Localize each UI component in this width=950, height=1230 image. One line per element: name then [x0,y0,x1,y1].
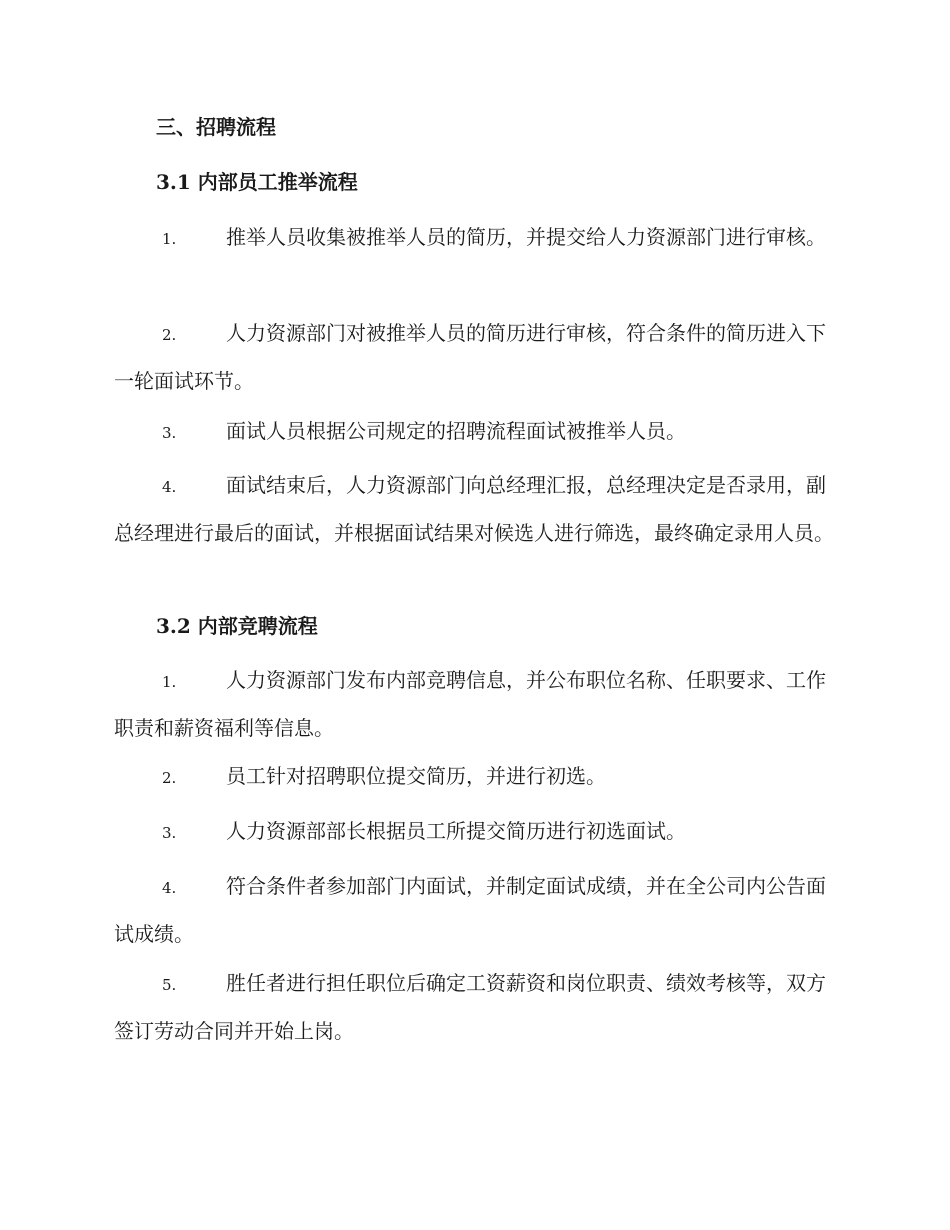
subsection-title-3-1: 3.1 内部员工推举流程 [156,170,358,194]
list-item-number: 5. [162,976,177,994]
list-item [114,214,834,262]
subsection-title-3-2: 3.2 内部竞聘流程 [156,614,318,638]
list-item-text: 面试人员根据公司规定的招聘流程面试被推举人员。 [226,419,686,443]
list-item [114,960,834,1054]
list-item-text: 人力资源部部长根据员工所提交简历进行初选面试。 [226,819,686,843]
list-item-number: 4. [162,879,177,897]
list-item-number: 3. [162,424,177,442]
list-item-number: 1. [162,230,177,248]
list-item-text: 胜任者进行担任职位后确定工资薪资和岗位职责、绩效考核等，双方签订劳动合同并开始上岗。 [114,971,826,1043]
list-item [114,408,834,456]
list-item [114,863,834,957]
list-item [114,808,834,856]
list-item-text: 人力资源部门对被推举人员的简历进行审核，符合条件的简历进入下一轮面试环节。 [114,321,826,393]
list-item [114,753,834,801]
list-item-text: 推举人员收集被推举人员的简历，并提交给人力资源部门进行审核。 [226,225,826,249]
list-item [114,310,834,404]
list-item-text: 面试结束后，人力资源部门向总经理汇报，总经理决定是否录用，副总经理进行最后的面试，并根据面试结果对候选人进行筛选，最终确定录用人员。 [114,473,834,545]
list-item [114,657,834,751]
list-item-text: 符合条件者参加部门内面试，并制定面试成绩，并在全公司内公告面试成绩。 [114,874,826,946]
list-item-number: 2. [162,769,177,787]
section-title: 三、招聘流程 [156,115,276,139]
list-item [114,462,834,556]
list-item-text: 员工针对招聘职位提交简历，并进行初选。 [226,764,606,788]
list-item-number: 4. [162,478,177,496]
list-item-text: 人力资源部门发布内部竞聘信息，并公布职位名称、任职要求、工作职责和薪资福利等信息。 [114,668,826,740]
list-item-number: 3. [162,824,177,842]
list-item-number: 1. [162,673,177,691]
list-item-number: 2. [162,326,177,344]
